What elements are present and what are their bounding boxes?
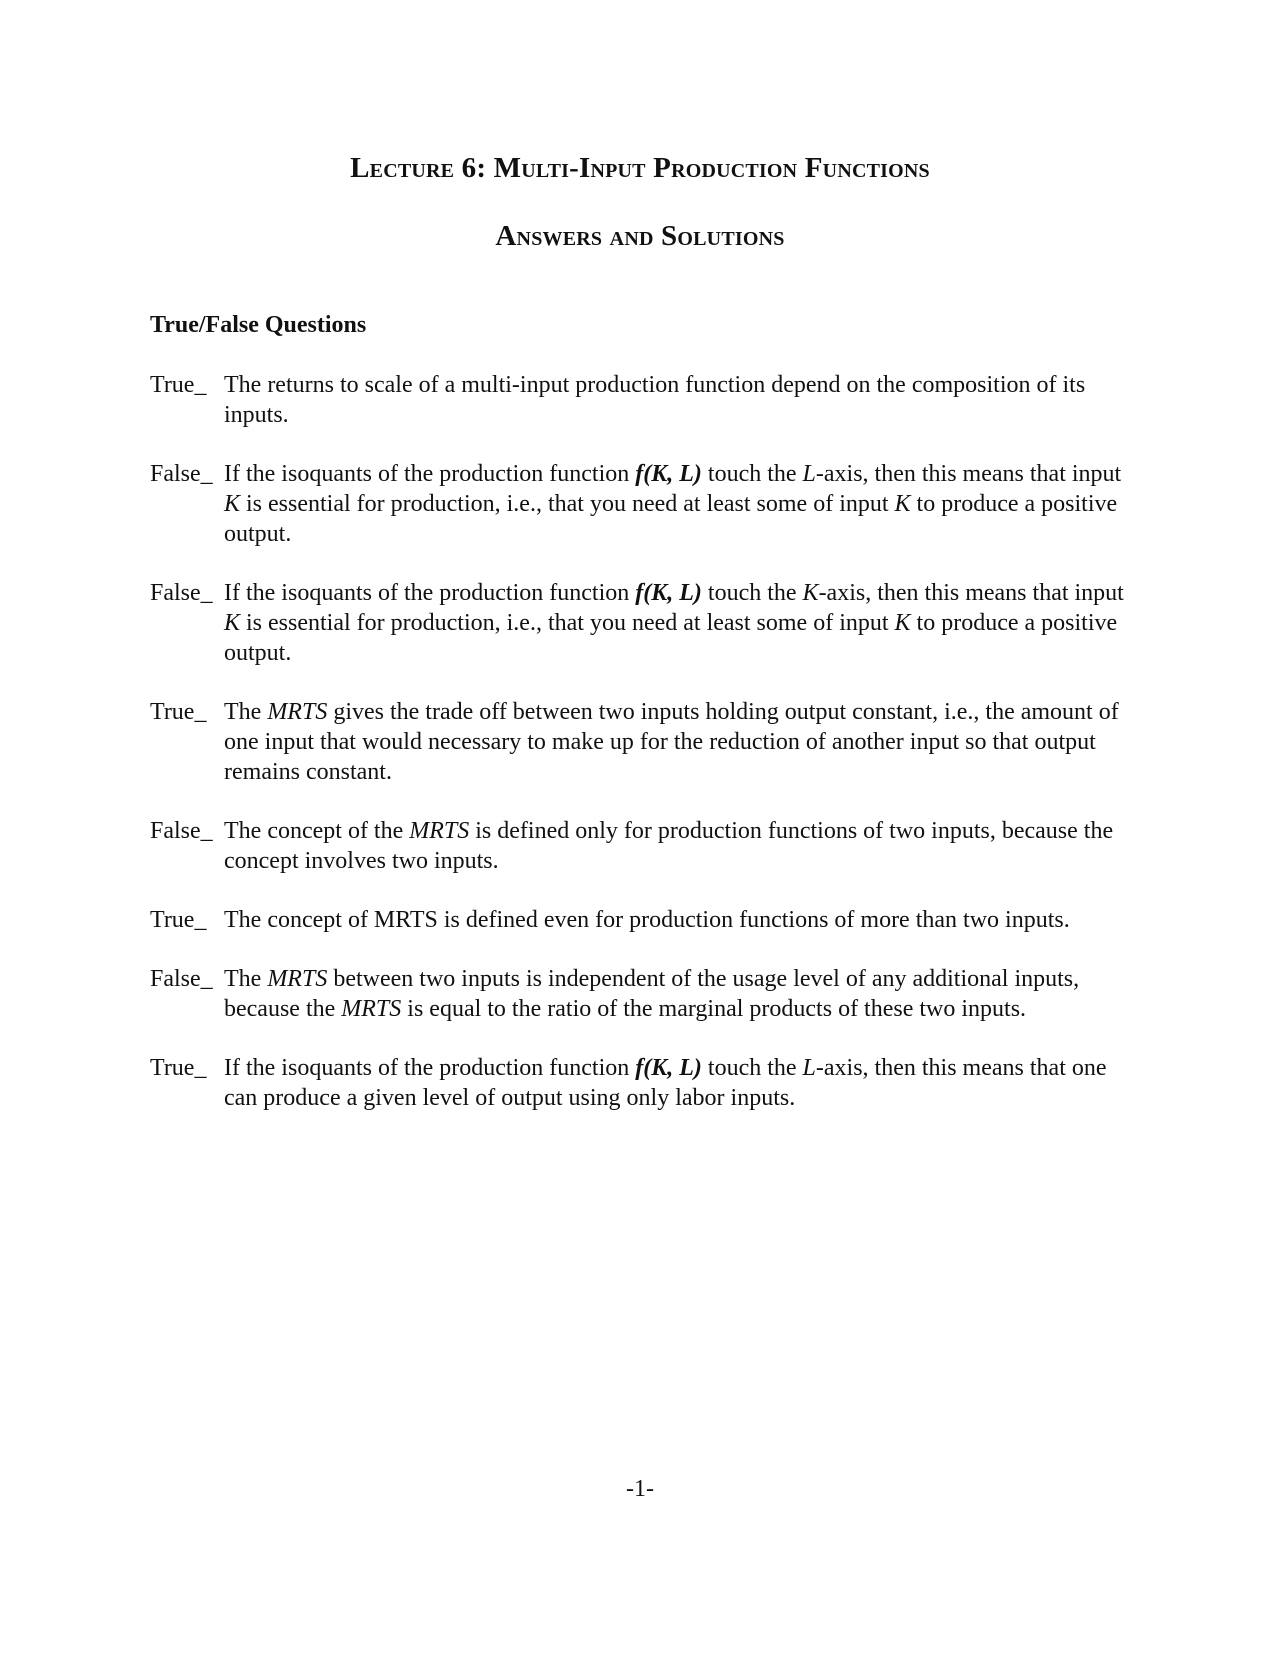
term-mrts: MRTS	[267, 966, 328, 992]
page-title: Lecture 6: Multi-Input Production Functions	[350, 152, 930, 184]
answer-label: False_	[150, 818, 213, 844]
term-mrts: MRTS	[409, 818, 470, 844]
function-notation: f(K, L)	[635, 580, 702, 606]
variable: K	[224, 491, 241, 517]
statement-text: is defined only for production functions of two inputs, because the concept involves two inputs.	[224, 818, 1114, 874]
function-notation: f(K, L)	[635, 1055, 702, 1081]
statement-text: to produce a positive output.	[224, 610, 1118, 666]
variable: K	[224, 610, 241, 636]
statement-text: The	[224, 966, 268, 992]
answer-label: False_	[150, 966, 213, 992]
statement-text: The concept of the	[224, 818, 410, 844]
question-item	[150, 816, 1130, 876]
statement-text: is essential for production, i.e., that you need at least some of input	[240, 610, 895, 636]
statement-text: to produce a positive output.	[224, 491, 1118, 547]
answer-label: True_	[150, 699, 207, 725]
question-item	[150, 1053, 1130, 1113]
statement-text: touch the	[701, 1055, 803, 1081]
question-statement	[224, 370, 1130, 430]
question-item	[150, 697, 1130, 787]
statement-text: touch the	[701, 580, 803, 606]
variable: L	[802, 1055, 816, 1081]
question-statement	[224, 816, 1130, 876]
statement-text: touch the	[701, 461, 803, 487]
question-item	[150, 370, 1130, 430]
function-notation: f(K, L)	[635, 461, 702, 487]
term-mrts: MRTS	[341, 996, 402, 1022]
answer-label: False_	[150, 580, 213, 606]
page-number: -1-	[626, 1476, 654, 1502]
statement-text: -axis, then this means that input	[815, 461, 1122, 487]
statement-text: The concept of MRTS is defined even for production functions of more than two inputs.	[224, 907, 1070, 933]
statement-text: The returns to scale of a multi-input production function depend on the composition of its inputs.	[224, 372, 1086, 428]
section-heading: True/False Questions	[150, 312, 367, 338]
question-statement	[224, 964, 1130, 1024]
answer-label: True_	[150, 907, 207, 933]
statement-text: -axis, then this means that input	[818, 580, 1124, 606]
question-statement	[224, 578, 1130, 668]
statement-text: If the isoquants of the production function	[224, 580, 636, 606]
question-statement	[224, 1053, 1130, 1113]
statement-text: gives the trade off between two inputs holding output constant, i.e., the amount of one input that would necessary to make up for the reduction of another input so that output remains constant.	[224, 699, 1119, 785]
statement-text: If the isoquants of the production function	[224, 461, 636, 487]
question-item	[150, 459, 1130, 549]
question-item	[150, 578, 1130, 668]
term-mrts: MRTS	[267, 699, 328, 725]
statement-text: -axis, then this means that one can produce a given level of output using only labor inputs.	[224, 1055, 1107, 1111]
question-statement	[224, 459, 1130, 549]
answer-label: False_	[150, 461, 213, 487]
question-item	[150, 964, 1130, 1024]
variable: K	[894, 491, 911, 517]
statement-text: The	[224, 699, 268, 725]
answer-label: True_	[150, 372, 207, 398]
question-item	[150, 905, 1130, 935]
statement-text: is equal to the ratio of the marginal products of these two inputs.	[401, 996, 1027, 1022]
statement-text: between two inputs is independent of the usage level of any additional inputs, because the	[224, 966, 1080, 1022]
answer-label: True_	[150, 1055, 207, 1081]
page-subtitle: Answers and Solutions	[495, 220, 785, 252]
variable: K	[894, 610, 911, 636]
variable: L	[802, 461, 816, 487]
statement-text: is essential for production, i.e., that you need at least some of input	[240, 491, 895, 517]
statement-text: If the isoquants of the production function	[224, 1055, 636, 1081]
variable: K	[802, 580, 819, 606]
question-list	[150, 370, 1130, 1142]
question-statement	[224, 697, 1130, 787]
question-statement	[224, 905, 1130, 935]
